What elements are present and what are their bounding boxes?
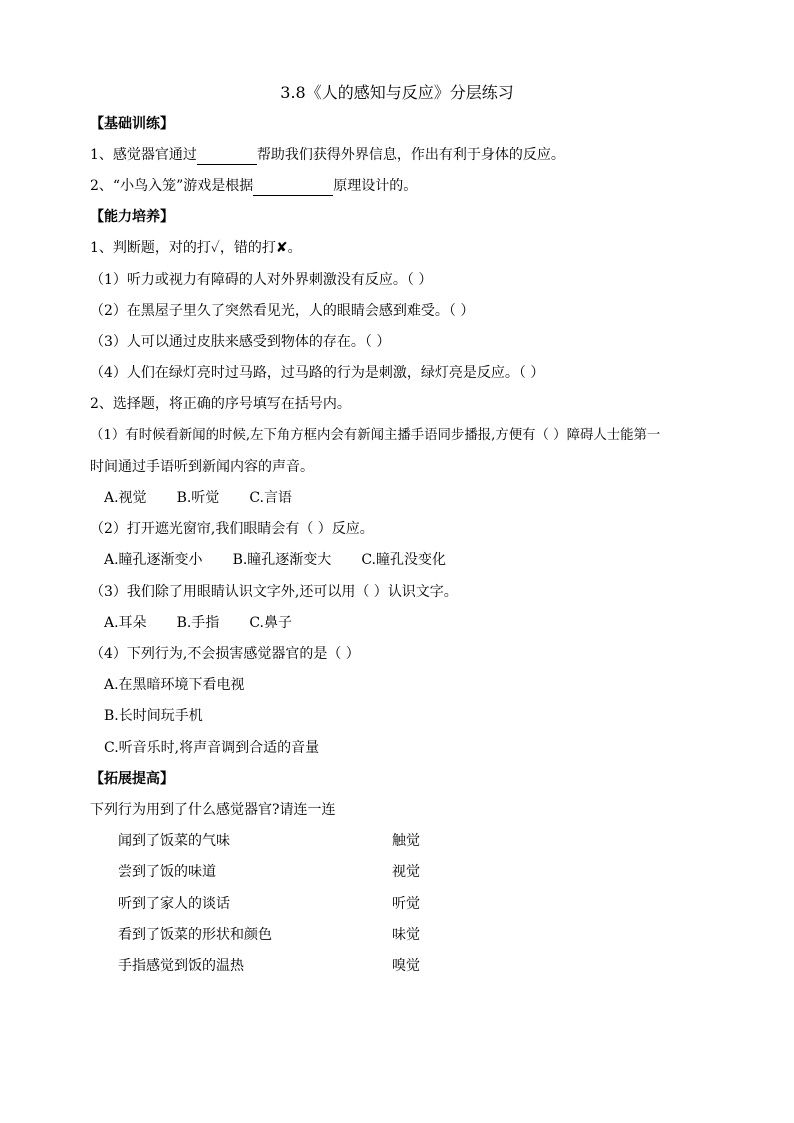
section-basic-heading: 【基础训练】 bbox=[90, 116, 174, 132]
answer-paren[interactable]: （ ） bbox=[327, 646, 360, 662]
choice-q1-line1 bbox=[90, 426, 660, 446]
matching-right-item[interactable]: 嗅觉 bbox=[392, 958, 420, 974]
section-ability-heading: 【能力培养】 bbox=[90, 209, 174, 225]
matching-left-item[interactable]: 手指感觉到饭的温热 bbox=[118, 958, 244, 974]
section-extend-heading: 【拓展提高】 bbox=[90, 771, 174, 787]
basic-question-1 bbox=[90, 145, 565, 165]
option: A.耳朵 bbox=[104, 615, 147, 631]
matching-right-item[interactable]: 视觉 bbox=[392, 864, 420, 880]
judge-intro: 1、判断题，对的打✓，错的打✘。 bbox=[90, 240, 302, 256]
choice-q2 bbox=[90, 519, 374, 539]
answer-paren[interactable]: （ ） bbox=[448, 303, 475, 319]
option: A.视觉 bbox=[104, 490, 147, 506]
matching-left-item[interactable]: 听到了家人的谈话 bbox=[118, 896, 230, 912]
answer-paren[interactable]: （ ） bbox=[355, 584, 388, 600]
judge-item-text: （3）人可以通过皮肤来感受到物体的存在。 bbox=[90, 334, 365, 350]
matching-left-item[interactable]: 闻到了饭菜的气味 bbox=[118, 833, 230, 849]
matching-intro: 下列行为用到了什么感觉器官?请连一连 bbox=[90, 802, 336, 818]
option: A.瞳孔逐渐变小 bbox=[104, 552, 203, 568]
matching-left-item[interactable]: 看到了饭菜的形状和颜色 bbox=[118, 927, 272, 943]
judge-item-1 bbox=[90, 270, 432, 290]
choice-q4-option-b: B.长时间玩手机 bbox=[104, 708, 203, 724]
basic-q2-prefix: 2、“小鸟入笼”游戏是根据 bbox=[90, 178, 254, 194]
choice-q3 bbox=[90, 582, 458, 602]
answer-paren[interactable]: （ ） bbox=[535, 428, 567, 443]
choice-q3-text-a: （3）我们除了用眼睛认识文字外,还可以用 bbox=[90, 584, 356, 600]
basic-q2-suffix: 原理设计的。 bbox=[333, 178, 418, 194]
choice-intro: 2、选择题，将正确的序号填写在括号内。 bbox=[90, 396, 351, 412]
option: B.听觉 bbox=[176, 490, 220, 506]
choice-q2-text-b: 反应。 bbox=[331, 521, 374, 537]
option: B.瞳孔逐渐变大 bbox=[232, 552, 332, 568]
choice-q4 bbox=[90, 644, 360, 664]
option: C.瞳孔没变化 bbox=[361, 552, 446, 568]
judge-item-text: （4）人们在绿灯亮时过马路，过马路的行为是刺激，绿灯亮是反应。 bbox=[90, 365, 519, 381]
answer-paren[interactable]: （ ） bbox=[299, 521, 332, 537]
matching-right-item[interactable]: 听觉 bbox=[392, 896, 420, 912]
basic-q1-suffix: 帮助我们获得外界信息，作出有利于身体的反应。 bbox=[256, 147, 565, 163]
judge-item-text: （1）听力或视力有障碍的人对外界刺激没有反应。 bbox=[90, 272, 407, 288]
choice-q4-option-c: C.听音乐时,将声音调到合适的音量 bbox=[104, 740, 320, 756]
matching-right-item[interactable]: 味觉 bbox=[392, 927, 420, 943]
matching-right-item[interactable]: 触觉 bbox=[392, 833, 420, 849]
choice-q2-options bbox=[104, 550, 476, 570]
judge-item-4 bbox=[90, 363, 544, 383]
page-title: 3.8《人的感知与反应》分层练习 bbox=[280, 83, 514, 102]
basic-question-2 bbox=[90, 176, 417, 196]
answer-paren[interactable]: （ ） bbox=[364, 334, 391, 350]
option: C.言语 bbox=[249, 490, 292, 506]
choice-q1-line2: 时间通过手语听到新闻内容的声音。 bbox=[90, 459, 314, 475]
answer-blank[interactable] bbox=[197, 149, 257, 165]
answer-blank[interactable] bbox=[253, 180, 333, 196]
matching-left-item[interactable]: 尝到了饭的味道 bbox=[118, 864, 216, 880]
judge-item-2 bbox=[90, 301, 474, 321]
choice-q2-text-a: （2）打开遮光窗帘,我们眼睛会有 bbox=[90, 521, 300, 537]
choice-q3-options bbox=[104, 613, 322, 633]
option: C.鼻子 bbox=[249, 615, 292, 631]
choice-q3-text-b: 认识文字。 bbox=[387, 584, 458, 600]
choice-q1-text-b: 障碍人士能第一 bbox=[566, 428, 661, 443]
choice-q4-option-a: A.在黑暗环境下看电视 bbox=[104, 677, 245, 693]
choice-q1-text-a: （1）有时候看新闻的时候,左下角方框内会有新闻主播手语同步播报,方便有 bbox=[90, 428, 536, 443]
judge-item-3 bbox=[90, 332, 390, 352]
judge-item-text: （2）在黑屋子里久了突然看见光，人的眼睛会感到难受。 bbox=[90, 303, 449, 319]
choice-q4-text: （4）下列行为,不会损害感觉器官的是 bbox=[90, 646, 328, 662]
option: B.手指 bbox=[176, 615, 220, 631]
answer-paren[interactable]: （ ） bbox=[518, 365, 545, 381]
choice-q1-options bbox=[104, 488, 322, 508]
basic-q1-prefix: 1、感觉器官通过 bbox=[90, 147, 197, 163]
answer-paren[interactable]: （ ） bbox=[406, 272, 433, 288]
